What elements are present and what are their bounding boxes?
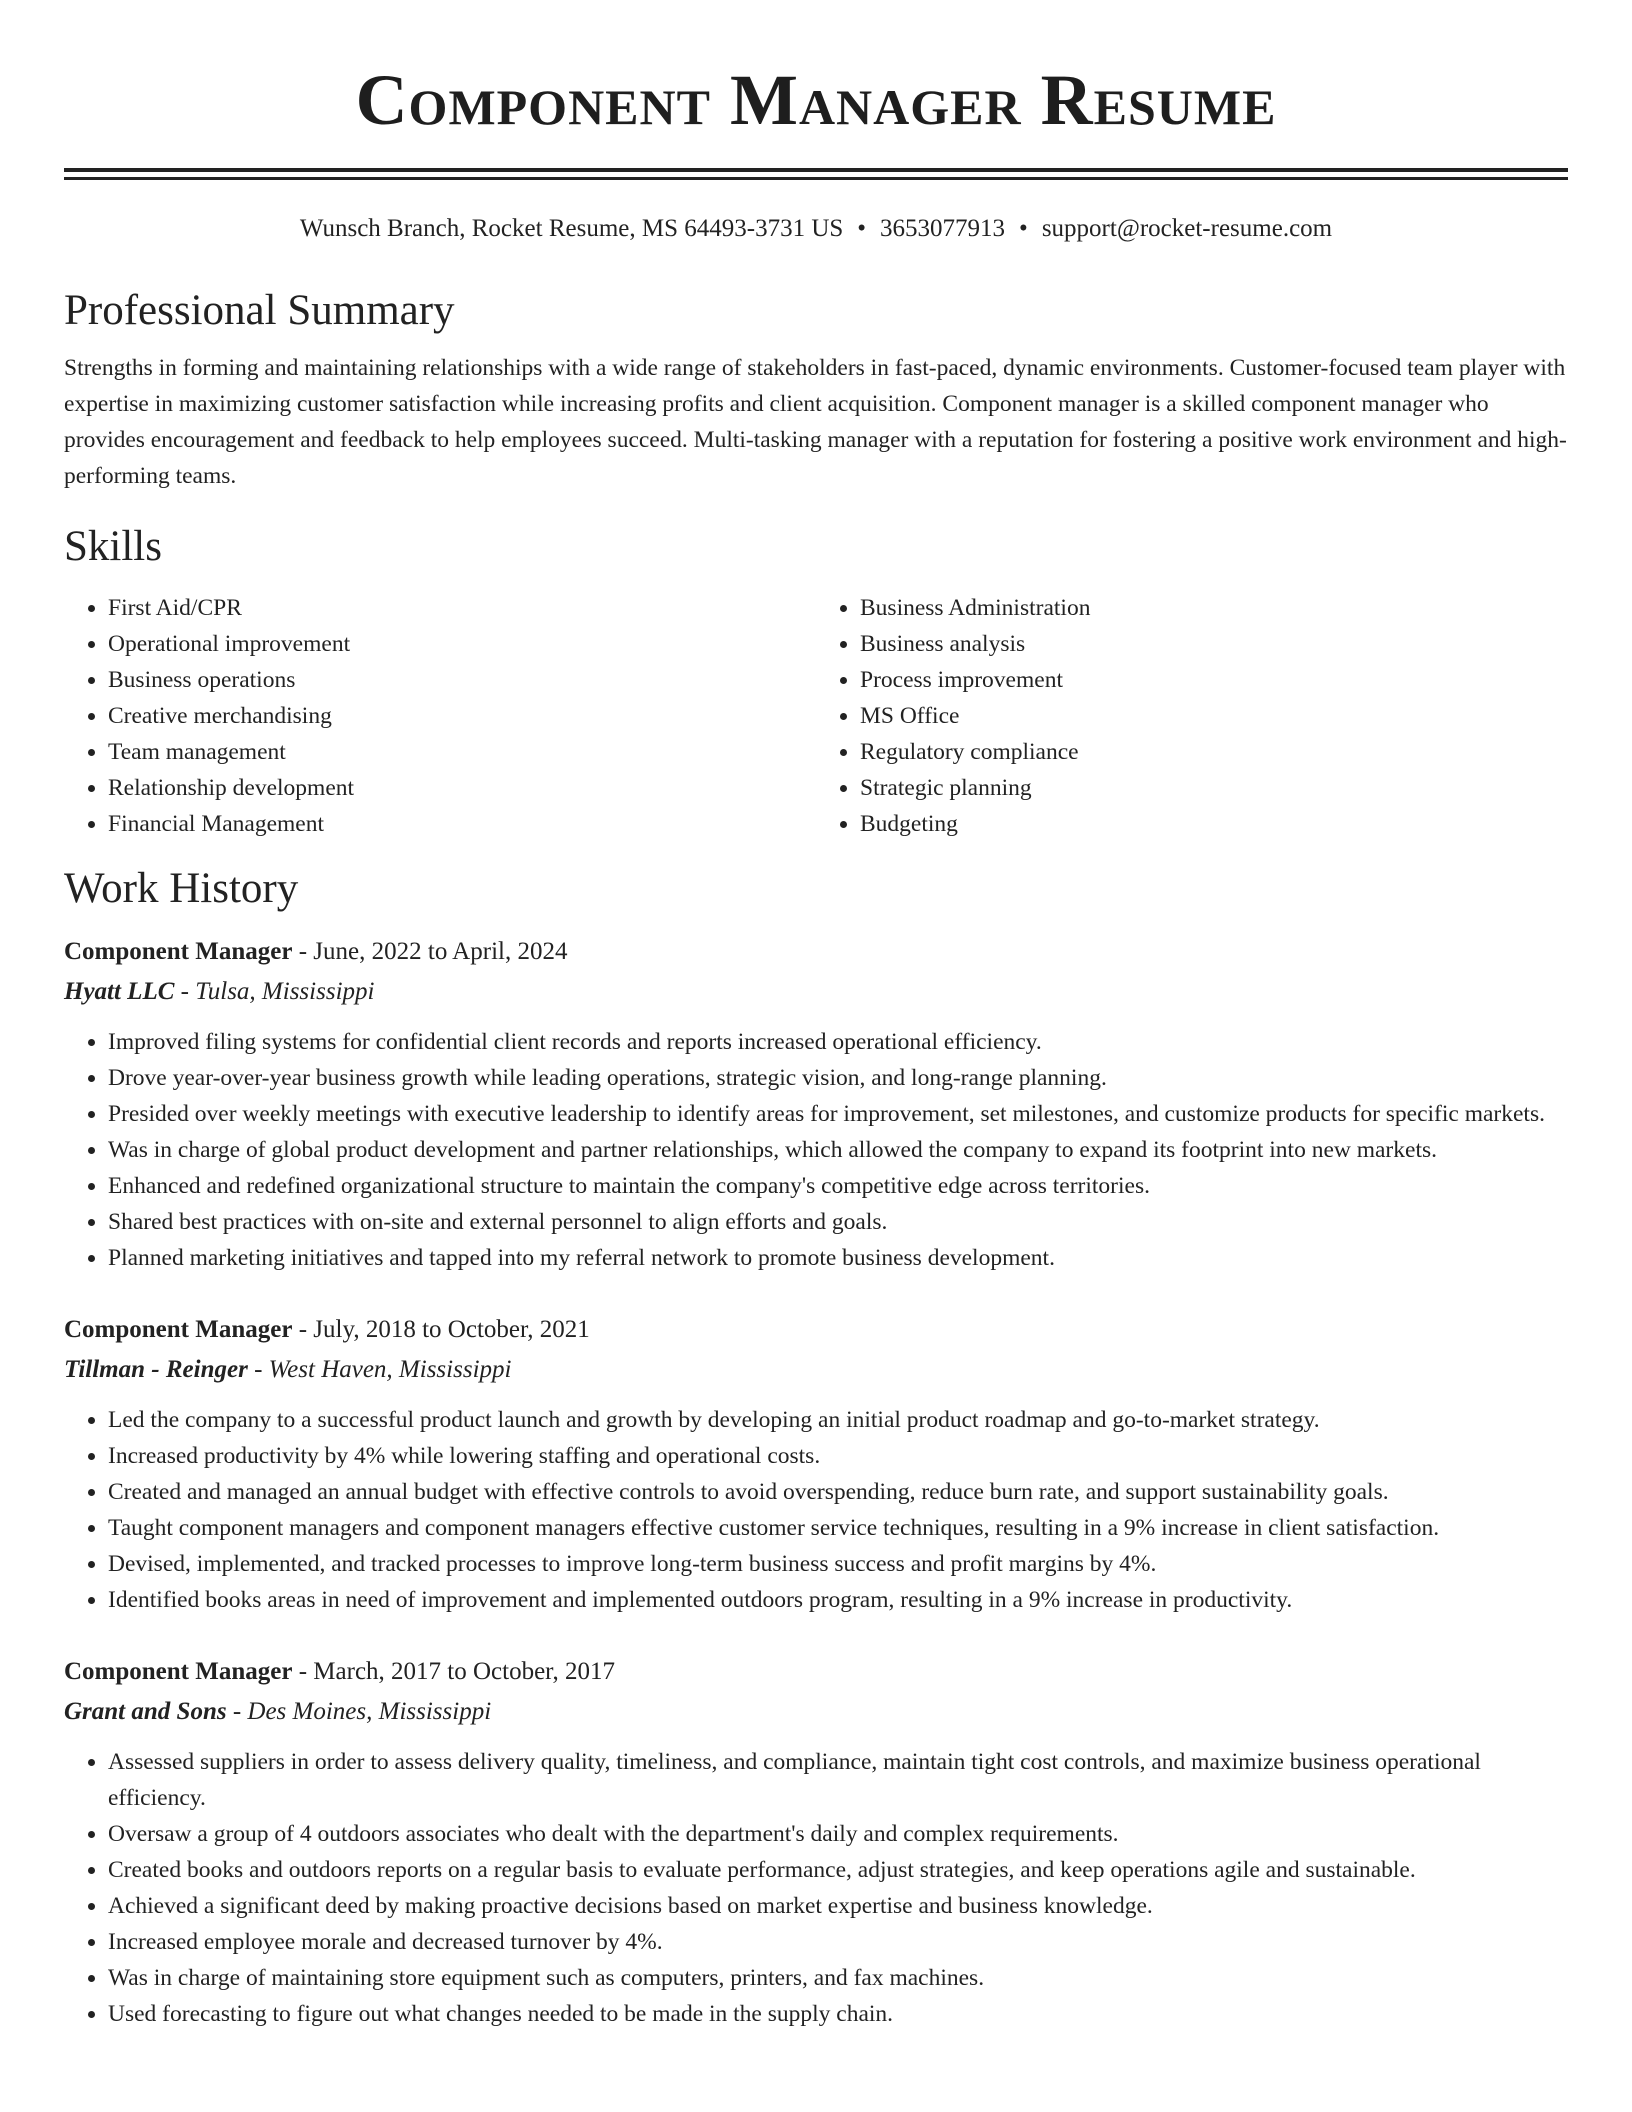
job-bullet: • Oversaw a group of 4 outdoors associates who dealt with the department's daily and complex requirements. [108, 1816, 1568, 1852]
skill-item: • Strategic planning [860, 770, 1568, 806]
job-bullet: • Created books and outdoors reports on a regular basis to evaluate performance, adjust strategies, and keep operations agile and sustainable. [108, 1852, 1568, 1888]
job-entry [64, 1652, 1568, 2032]
skill-item: • First Aid/CPR [108, 590, 816, 626]
skill-item: • Process improvement [860, 662, 1568, 698]
skill-item: • Financial Management [108, 806, 816, 842]
skill-item: • Business Administration [860, 590, 1568, 626]
job-bullet: • Assessed suppliers in order to assess delivery quality, timeliness, and compliance, maintain tight cost controls, and maximize business operational efficiency. [108, 1744, 1568, 1816]
job-bullet: • Identified books areas in need of improvement and implemented outdoors program, resulting in a 9% increase in productivity. [108, 1582, 1568, 1618]
job-header [64, 1652, 1568, 1692]
contact-separator: • [857, 215, 867, 242]
job-location: - West Haven, Mississippi [247, 1356, 512, 1383]
job-bullets [64, 1024, 1568, 1276]
job-bullet: • Increased productivity by 4% while lowering staffing and operational costs. [108, 1438, 1568, 1474]
job-bullet: • Drove year-over-year business growth while leading operations, strategic vision, and long-range planning. [108, 1060, 1568, 1096]
skill-item: • Regulatory compliance [860, 734, 1568, 770]
header-divider-thin [64, 177, 1568, 180]
contact-phone: 3653077913 [880, 215, 1006, 242]
job-bullet: • Taught component managers and component managers effective customer service techniques, resulting in a 9% increase in client satisfaction. [108, 1510, 1568, 1546]
job-bullet: • Shared best practices with on-site and external personnel to align efforts and goals. [108, 1204, 1568, 1240]
job-bullet: • Was in charge of global product development and partner relationships, which allowed the company to expand its footprint into new markets. [108, 1132, 1568, 1168]
job-entry [64, 1310, 1568, 1618]
job-dates: - March, 2017 to October, 2017 [292, 1658, 616, 1685]
skills-column-right [816, 590, 1568, 842]
job-location: - Des Moines, Mississippi [226, 1698, 492, 1725]
job-bullet: • Increased employee morale and decreased turnover by 4%. [108, 1924, 1568, 1960]
job-company: Grant and Sons [64, 1698, 227, 1725]
contact-separator: • [1019, 215, 1028, 242]
job-dates: - June, 2022 to April, 2024 [292, 938, 568, 965]
skill-item: • Business operations [108, 662, 816, 698]
job-dates: - July, 2018 to October, 2021 [292, 1316, 590, 1343]
summary-text: Strengths in forming and maintaining relationships with a wide range of stakeholders in fast-paced, dynamic environments. Customer-focused team player with expertise in maximizing customer satisfaction while increasing profits and client acquisition. Component manager is a skilled component manager who provides encouragement and feedback to help employees succeed. Multi-tasking manager with a reputation for fostering a positive work environment and high-performing teams. [64, 355, 1567, 489]
job-company: Hyatt LLC [64, 978, 175, 1005]
job-company-line [64, 1692, 1568, 1732]
job-bullet: • Presided over weekly meetings with executive leadership to identify areas for improvement, set milestones, and customize products for specific markets. [108, 1096, 1568, 1132]
job-company: Tillman - Reinger [64, 1356, 248, 1383]
job-bullet: • Devised, implemented, and tracked processes to improve long-term business success and profit margins by 4%. [108, 1546, 1568, 1582]
contact-line [64, 214, 1568, 244]
job-company-line [64, 972, 1568, 1012]
skill-item: • Relationship development [108, 770, 816, 806]
skill-item: • Operational improvement [108, 626, 816, 662]
job-bullet: • Used forecasting to figure out what changes needed to be made in the supply chain. [108, 1996, 1568, 2032]
skill-item: • Team management [108, 734, 816, 770]
skill-item: • Business analysis [860, 626, 1568, 662]
skills-column-left [64, 590, 816, 842]
skills-list [64, 590, 1568, 842]
job-company-line [64, 1350, 1568, 1390]
job-bullet: • Created and managed an annual budget with effective controls to avoid overspending, reduce burn rate, and support sustainability goals. [108, 1474, 1568, 1510]
job-title: Component Manager [64, 1316, 293, 1343]
skills-heading: Skills [64, 523, 162, 570]
job-bullet: • Planned marketing initiatives and tapped into my referral network to promote business development. [108, 1240, 1568, 1276]
skill-item: • MS Office [860, 698, 1568, 734]
skill-item: • Budgeting [860, 806, 1568, 842]
job-title: Component Manager [64, 938, 293, 965]
contact-email: support@rocket-resume.com [1041, 215, 1333, 242]
job-bullet: • Improved filing systems for confidential client records and reports increased operational efficiency. [108, 1024, 1568, 1060]
job-bullet: • Was in charge of maintaining store equipment such as computers, printers, and fax machines. [108, 1960, 1568, 1996]
job-bullet: • Led the company to a successful product launch and growth by developing an initial product roadmap and go-to-market strategy. [108, 1402, 1568, 1438]
page-title: Component Manager Resume [355, 60, 1277, 140]
job-header [64, 1310, 1568, 1350]
skill-item: • Creative merchandising [108, 698, 816, 734]
job-bullets [64, 1402, 1568, 1618]
header-divider-thick [64, 168, 1568, 172]
job-bullet: • Enhanced and redefined organizational structure to maintain the company's competitive edge across territories. [108, 1168, 1568, 1204]
job-bullet: • Achieved a significant deed by making proactive decisions based on market expertise and business knowledge. [108, 1888, 1568, 1924]
job-entry [64, 932, 1568, 1276]
job-bullets [64, 1744, 1568, 2032]
contact-address: Wunsch Branch, Rocket Resume, MS 64493-3731 US [299, 215, 844, 242]
job-title: Component Manager [64, 1658, 293, 1685]
work-history-heading: Work History [64, 865, 299, 912]
job-header [64, 932, 1568, 972]
summary-heading: Professional Summary [64, 287, 455, 334]
job-location: - Tulsa, Mississippi [174, 978, 375, 1005]
